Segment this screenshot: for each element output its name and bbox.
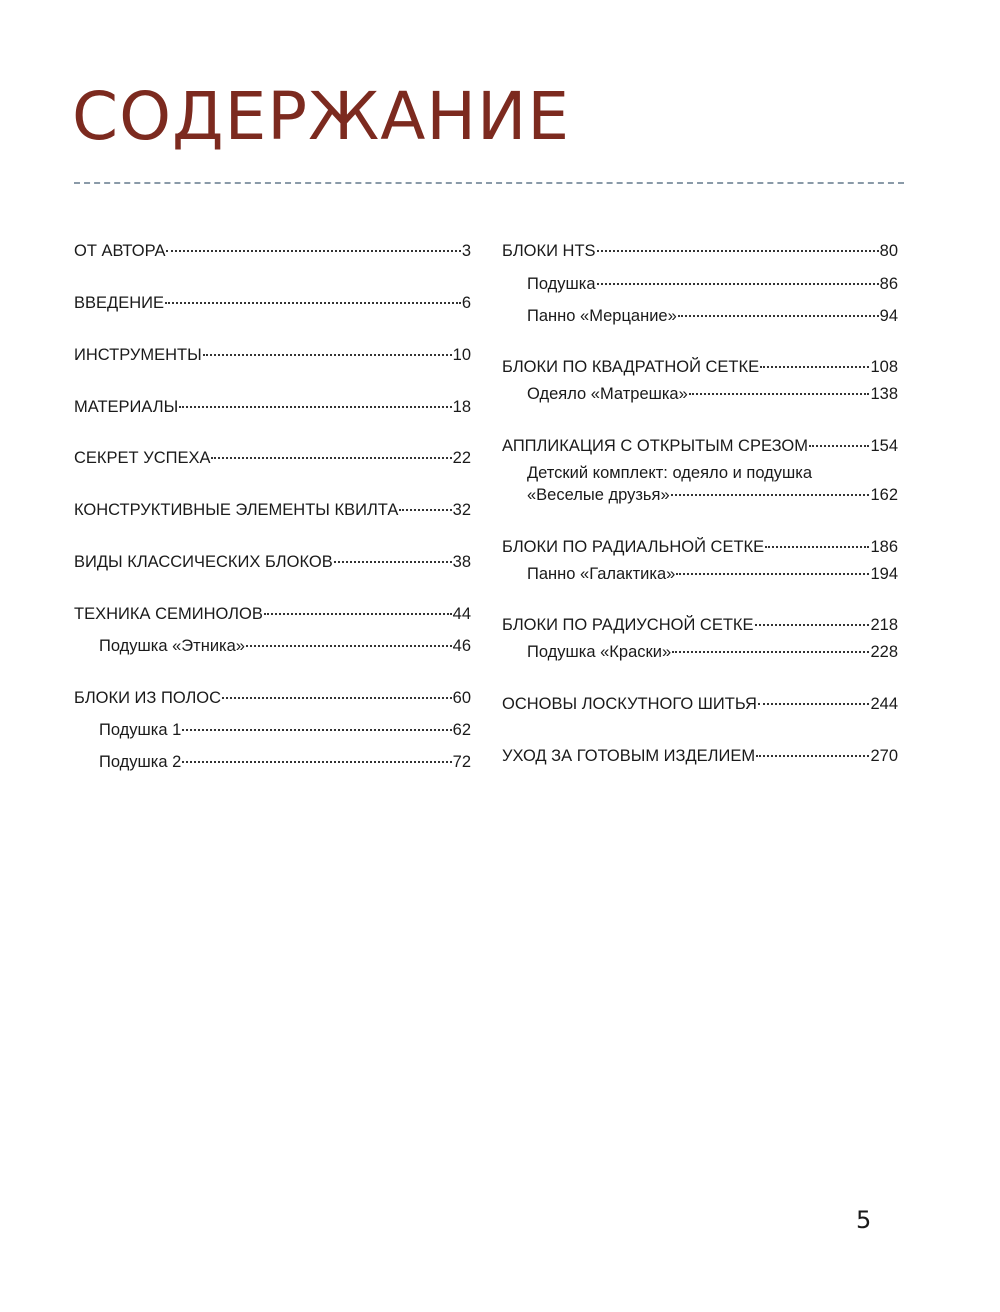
dot-leader — [676, 573, 869, 575]
page-number: 5 — [856, 1206, 872, 1234]
toc-entry-page: 72 — [452, 753, 471, 771]
dot-leader — [211, 457, 451, 459]
toc-entry-label: ТЕХНИКА СЕМИНОЛОВ — [74, 605, 263, 623]
toc-entry-page: 244 — [870, 695, 898, 713]
toc-entry-label: ИНСТРУМЕНТЫ — [74, 346, 202, 364]
dot-leader — [399, 509, 451, 511]
dot-leader — [597, 283, 879, 285]
toc-entry-label: БЛОКИ ИЗ ПОЛОС — [74, 689, 222, 707]
toc-subentry[interactable] — [527, 563, 898, 585]
toc-entry-label: СЕКРЕТ УСПЕХА — [74, 449, 211, 467]
toc-entry-label: ОСНОВЫ ЛОСКУТНОГО ШИТЬЯ — [502, 695, 757, 713]
toc-entry-page: 94 — [879, 307, 898, 325]
toc-entry[interactable] — [502, 435, 898, 457]
toc-entry-label: ОТ АВТОРА — [74, 242, 166, 260]
toc-entry-label: Подушка — [527, 275, 596, 293]
toc-entry-page: 228 — [870, 643, 898, 661]
toc-entry-page: 32 — [452, 501, 471, 519]
toc-entry[interactable] — [74, 687, 471, 709]
dot-leader — [756, 755, 869, 757]
dot-leader — [182, 761, 451, 763]
toc-entry-page: 60 — [452, 689, 471, 707]
toc-entry-label: Панно «Мерцание» — [527, 307, 677, 325]
toc-entry-page: 22 — [452, 449, 471, 467]
toc-entry-label: Подушка «Краски» — [527, 643, 672, 661]
toc-entry-label: АППЛИКАЦИЯ С ОТКРЫТЫМ СРЕЗОМ — [502, 437, 808, 455]
page-title: СОДЕРЖАНИЕ — [72, 78, 571, 155]
dot-leader — [689, 393, 870, 395]
toc-entry-label: БЛОКИ ПО КВАДРАТНОЙ СЕТКЕ — [502, 358, 760, 376]
toc-entry-page: 3 — [461, 242, 471, 260]
toc-entry[interactable] — [74, 344, 471, 366]
toc-subentry[interactable] — [527, 484, 898, 506]
toc-subentry[interactable] — [527, 273, 898, 295]
dot-leader — [264, 613, 452, 615]
toc-entry[interactable] — [74, 603, 471, 625]
toc-entry[interactable] — [502, 356, 898, 378]
toc-entry-page: 6 — [461, 294, 471, 312]
dot-leader — [182, 729, 451, 731]
toc-subentry[interactable] — [99, 635, 471, 657]
dashed-divider — [74, 182, 904, 184]
toc-entry[interactable] — [74, 499, 471, 521]
toc-entry-page: 62 — [452, 721, 471, 739]
toc-entry[interactable] — [74, 396, 471, 418]
toc-entry-page: 86 — [879, 275, 898, 293]
dot-leader — [246, 645, 452, 647]
toc-entry-page: 108 — [870, 358, 898, 376]
toc-entry[interactable] — [74, 292, 471, 314]
toc-entry-label: Подушка 1 — [99, 721, 182, 739]
toc-entry-page: 18 — [452, 398, 471, 416]
toc-subentry[interactable] — [99, 751, 471, 773]
toc-entry-label: Одеяло «Матрешка» — [527, 385, 688, 403]
dot-leader — [755, 624, 870, 626]
toc-entry-label: ВИДЫ КЛАССИЧЕСКИХ БЛОКОВ — [74, 553, 333, 571]
toc-entry[interactable] — [502, 240, 898, 262]
toc-entry-page: 270 — [870, 747, 898, 765]
toc-entry-label: УХОД ЗА ГОТОВЫМ ИЗДЕЛИЕМ — [502, 747, 756, 765]
toc-entry-page: 38 — [452, 553, 471, 571]
toc-entry[interactable] — [74, 447, 471, 469]
toc-entry-label: КОНСТРУКТИВНЫЕ ЭЛЕМЕНТЫ КВИЛТА — [74, 501, 399, 519]
toc-entry-page: 218 — [870, 616, 898, 634]
toc-entry[interactable] — [74, 240, 471, 262]
dot-leader — [165, 302, 461, 304]
toc-entry-label: БЛОКИ ПО РАДИУСНОЙ СЕТКЕ — [502, 616, 754, 634]
toc-entry-label: Панно «Галактика» — [527, 565, 676, 583]
dot-leader — [334, 561, 452, 563]
toc-subentry[interactable] — [99, 719, 471, 741]
toc-subentry-line1[interactable]: Детский комплект: одеяло и подушка — [527, 464, 813, 482]
dot-leader — [760, 366, 869, 368]
toc-entry-page: 194 — [870, 565, 898, 583]
toc-entry-page: 186 — [870, 538, 898, 556]
toc-subentry[interactable] — [527, 383, 898, 405]
dot-leader — [222, 697, 452, 699]
toc-entry-page: 10 — [452, 346, 471, 364]
toc-entry[interactable] — [502, 614, 898, 636]
toc-entry[interactable] — [502, 745, 898, 767]
toc-subentry[interactable] — [527, 305, 898, 327]
toc-entry[interactable] — [502, 536, 898, 558]
toc-entry[interactable] — [74, 551, 471, 573]
dot-leader — [166, 250, 460, 252]
toc-entry-page: 46 — [452, 637, 471, 655]
toc-entry-page: 154 — [870, 437, 898, 455]
toc-entry-label: «Веселые друзья» — [527, 486, 670, 504]
dot-leader — [672, 651, 869, 653]
toc-entry-label: БЛОКИ HTS — [502, 242, 596, 260]
dot-leader — [758, 703, 870, 705]
toc-entry-label: Подушка 2 — [99, 753, 182, 771]
toc-entry-label: ВВЕДЕНИЕ — [74, 294, 164, 312]
toc-entry-page: 80 — [879, 242, 898, 260]
dot-leader — [597, 250, 879, 252]
dot-leader — [671, 494, 870, 496]
toc-entry-label: БЛОКИ ПО РАДИАЛЬНОЙ СЕТКЕ — [502, 538, 765, 556]
dot-leader — [678, 315, 879, 317]
dot-leader — [203, 354, 452, 356]
toc-entry-label: Подушка «Этника» — [99, 637, 245, 655]
toc-entry-page: 138 — [870, 385, 898, 403]
toc-entry-page: 44 — [452, 605, 471, 623]
toc-subentry[interactable] — [527, 641, 898, 663]
dot-leader — [809, 445, 869, 447]
toc-entry[interactable] — [502, 693, 898, 715]
toc-entry-label: МАТЕРИАЛЫ — [74, 398, 179, 416]
dot-leader — [179, 406, 451, 408]
dot-leader — [765, 546, 869, 548]
toc-entry-page: 162 — [870, 486, 898, 504]
